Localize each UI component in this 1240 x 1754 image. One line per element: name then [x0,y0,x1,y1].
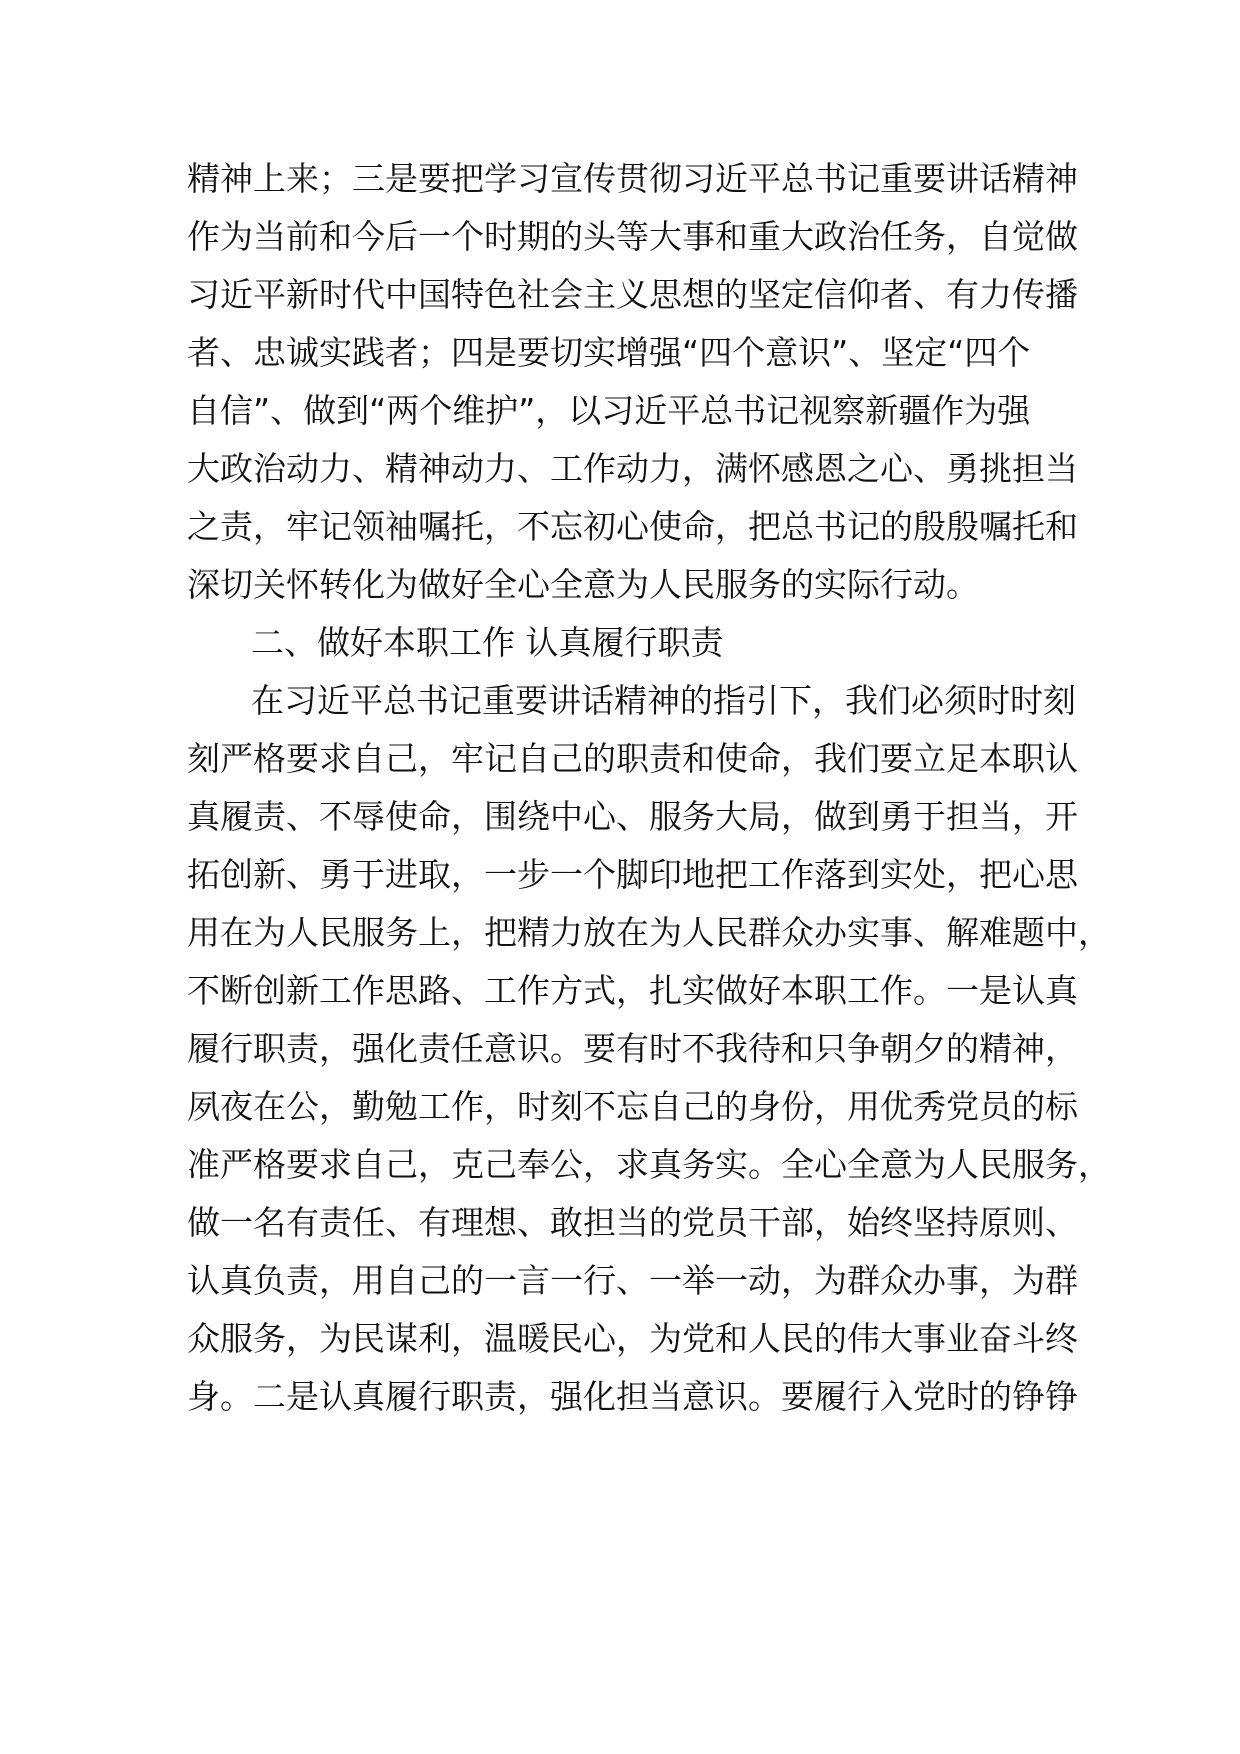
text-line: 真履责、不辱使命，围绕中心、服务大局，做到勇于担当，开 [187,797,1078,836]
text-line: 准严格要求自己，克己奉公，求真务实。全心全意为人民服务， [187,1145,1111,1184]
text-line: 履行职责，强化责任意识。要有时不我待和只争朝夕的精神， [187,1029,1078,1068]
text-line: 之责，牢记领袖嘱托，不忘初心使命，把总书记的殷殷嘱托和 [187,507,1078,546]
text-line: 拓创新、勇于进取，一步一个脚印地把工作落到实处，把心思 [187,855,1078,894]
text-line: 做一名有责任、有理想、敢担当的党员干部，始终坚持原则、 [187,1203,1078,1242]
text-line: 认真负责，用自己的一言一行、一举一动，为群众办事，为群 [187,1261,1078,1300]
text-line: 深切关怀转化为做好全心全意为人民服务的实际行动。 [187,565,979,604]
text-line: 在习近平总书记重要讲话精神的指引下，我们必须时时刻 [251,681,1076,720]
text-line: 者、忠诚实践者；四是要切实增强“四个意识”、坚定“四个 [187,333,1031,372]
section-heading: 二、做好本职工作 认真履行职责 [251,623,724,662]
text-line: 作为当前和今后一个时期的头等大事和重大政治任务，自觉做 [187,217,1078,256]
text-line: 用在为人民服务上，把精力放在为人民群众办实事、解难题中， [187,913,1111,952]
text-line: 大政治动力、精神动力、工作动力，满怀感恩之心、勇挑担当 [187,449,1078,488]
text-line: 夙夜在公，勤勉工作，时刻不忘自己的身份，用优秀党员的标 [187,1087,1078,1126]
text-line: 不断创新工作思路、工作方式，扎实做好本职工作。一是认真 [187,971,1078,1010]
text-line: 众服务，为民谋利，温暖民心，为党和人民的伟大事业奋斗终 [187,1319,1078,1358]
text-line: 身。二是认真履行职责，强化担当意识。要履行入党时的铮铮 [187,1377,1078,1416]
text-line: 习近平新时代中国特色社会主义思想的坚定信仰者、有力传播 [187,275,1078,314]
text-line: 自信”、做到“两个维护”，以习近平总书记视察新疆作为强 [187,391,1031,430]
text-line: 精神上来；三是要把学习宣传贯彻习近平总书记重要讲话精神 [187,159,1078,198]
text-line: 刻严格要求自己，牢记自己的职责和使命，我们要立足本职认 [187,739,1078,778]
